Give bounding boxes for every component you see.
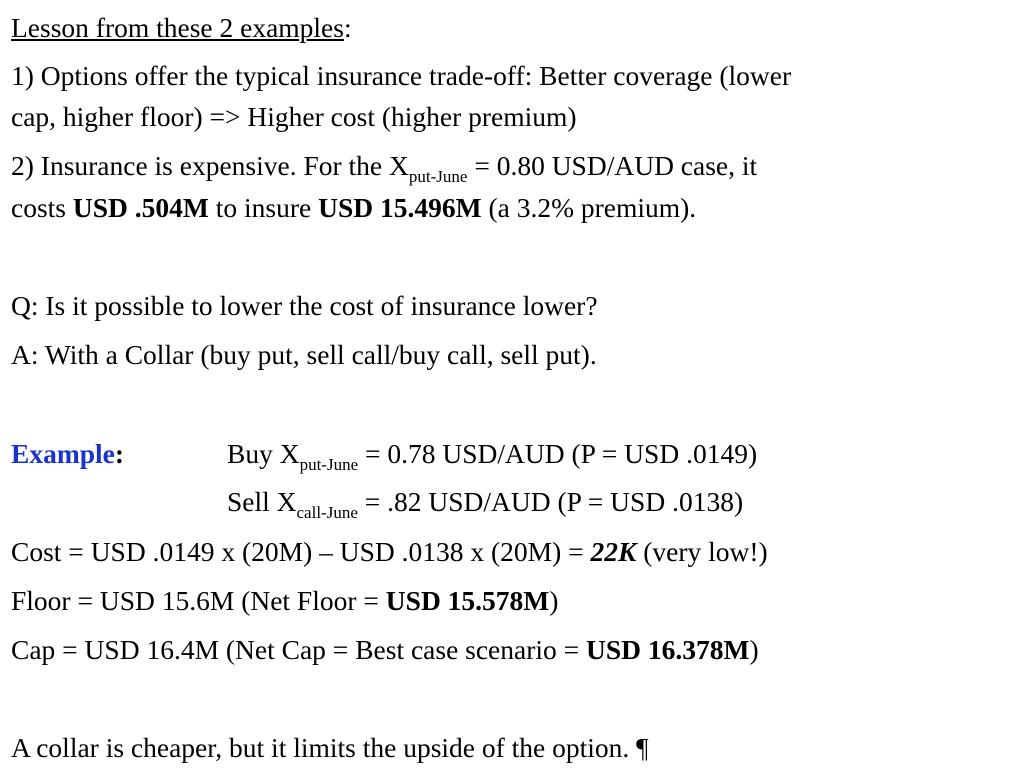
floor-pre: Floor = USD 15.6M (Net Floor = — [11, 585, 386, 616]
buy-pre: Buy X — [227, 438, 300, 469]
floor-post: ) — [549, 585, 559, 616]
buy-subscript: put-June — [299, 455, 359, 474]
cap-line — [11, 634, 759, 666]
answer: A: With a Collar (buy put, sell call/buy call, sell put). — [11, 339, 597, 370]
conclusion: A collar is cheaper, but it limits the upside of the option. ¶ — [11, 732, 649, 763]
point-2-line-2 — [11, 192, 696, 224]
example-sell — [227, 486, 744, 522]
point-2-line-1 — [11, 150, 758, 186]
point-1-line-2: cap, higher floor) => Higher cost (higher premium) — [11, 101, 577, 132]
point-2-line2-pre: costs — [11, 192, 73, 223]
point-2-mid: to insure — [208, 192, 319, 223]
example-label: Example — [11, 438, 115, 469]
sell-pre: Sell X — [227, 486, 297, 517]
point-2-post2: (a 3.2% premium). — [481, 192, 697, 223]
point-2-post: = 0.80 USD/AUD case, it — [467, 150, 758, 181]
cap-pre: Cap = USD 16.4M (Net Cap = Best case scenario = — [11, 634, 587, 665]
point-2-pre: 2) Insurance is expensive. For the X — [11, 150, 409, 181]
sell-subscript: call-June — [296, 503, 358, 522]
question: Q: Is it possible to lower the cost of insurance lower? — [11, 290, 598, 321]
cost-pre: Cost = USD .0149 x (20M) – USD .0138 x (20M) = — [11, 536, 591, 567]
insured-amount: USD 15.496M — [318, 192, 482, 223]
point-1-line-1: 1) Options offer the typical insurance trade-off: Better coverage (lower — [11, 60, 792, 91]
cost-line — [11, 536, 768, 568]
cost-post: (very low!) — [636, 536, 768, 567]
cap-post: ) — [749, 634, 759, 665]
net-floor-value: USD 15.578M — [385, 585, 550, 616]
lesson-heading-colon: : — [343, 12, 352, 43]
lesson-heading-title: Lesson from these 2 examples — [11, 12, 344, 43]
example-buy — [227, 438, 758, 474]
lesson-heading — [11, 12, 352, 44]
point-2-subscript: put-June — [408, 167, 468, 186]
buy-post: = 0.78 USD/AUD (P = USD .0149) — [358, 438, 758, 469]
example-colon: : — [114, 438, 125, 469]
insurance-cost: USD .504M — [72, 192, 209, 223]
sell-post: = .82 USD/AUD (P = USD .0138) — [357, 486, 744, 517]
example-buy-line — [11, 438, 1011, 474]
floor-line — [11, 585, 558, 617]
cost-value: 22K — [590, 536, 637, 567]
net-cap-value: USD 16.378M — [586, 634, 750, 665]
